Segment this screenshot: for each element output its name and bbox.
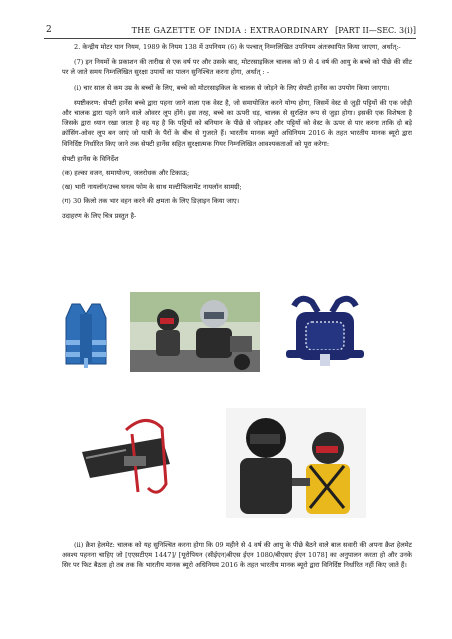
example-caption: उदाहरण के लिए चित्र प्रस्तुत है-	[62, 211, 137, 220]
riders-with-helmets-photo	[130, 292, 260, 372]
safety-vest-photo	[60, 300, 112, 368]
page-number: 2	[46, 25, 52, 35]
amendment-paragraph: 2. केन्द्रीय मोटर यान नियम, 1989 के नियम 138 में उपनियम (6) के पश्चात् निम्नलिखित उपनियम अंतःस्थापित किया जाएगा, अर्थात्:-	[74, 43, 401, 51]
clause-7-paragraph: (7) इन नियमों के प्रकाशन की तारीख से एक वर्ष पर और उसके बाद, मोटरसाइकिल चालक को 9 से 4 वर्ष की आयु के बच्चे को पीछे की सीट पर ले जाते समय निम्नलिखित सुरक्षा उपायों का पालन सुनिश्चित करना होगा, अर्थात् : -	[62, 58, 412, 77]
spec-item: (ख) भारी नायलॉन/उच्च घनत्व फोम के साथ मल्टीफिलामेंट नायलॉन सामग्री;	[62, 183, 242, 192]
clause-i-paragraph: (i) चार साल से कम उम्र के बच्चों के लिए, बच्चे को मोटरसाइकिल के चालक से जोड़ने के लिए सेफ्टी हार्नेस का उपयोग किया जाएगा।	[74, 83, 390, 92]
top-text-block	[62, 42, 412, 221]
spec-item: (क) हल्का वजन, समायोज्य, जलरोधक और टिकाऊ;	[62, 169, 190, 178]
explanation-paragraph: स्पष्टीकरण: सेफ्टी हार्नेस बच्चे द्वारा पहना जाने वाला एक वेस्ट है, जो समायोजित करने योग्य होगा, जिसमें वेस्ट से जुड़ी पट्टियों की एक जोड़ी और चालक द्वारा पहने जाने वाले ओवरर लूप होंगे। इस तरह, बच्चे का ऊपरी धड़, चालक से सुरक्षित रूप से जुड़ा होगा। इसकी एक विशेषता है जिसके द्वारा ध्यान रखा जाता है वह यह है कि पट्टियों को बनियान के पीछे से जोड़कर और पट्टियों को वेस्ट के ऊपर से पार करना ताकि दो बड़े क्रॉसिंग-ओवर लूप बन जाएं जो यात्री के पैरों के बीच से गुजरते हैं। भारतीय मानक ब्यूरो अधिनियम 2016 के तहत भारतीय मानक ब्यूरो द्वारा विनिर्दिष्ट निर्धारित किए जाने तक सेफ्टी हार्नेस सहित सुरक्षात्मक गियर निम्नलिखित आवश्यकताओं को पूरा करेगा:	[62, 98, 412, 148]
bottom-text-block	[62, 540, 412, 571]
child-rider-harness-photo	[226, 408, 366, 518]
part-section: [PART II—SEC. 3(i)]	[335, 26, 416, 35]
gazette-title: THE GAZETTE OF INDIA : EXTRAORDINARY	[131, 26, 329, 35]
clause-ii-paragraph: (ii) क्रैश हेलमेट: चालक को यह सुनिश्चित करना होगा कि 09 महीने से 4 वर्ष की आयु के पीछे बैठने वाले बाल सवारी की अपना क्रैश हेलमेट अवश्य पहनना चाहिए जो [एएसटीएम 1447]/ [यूरोपियन (सीईएन)बीएस ईएन 1080/बीएसए ईएन 1078] का अनुपालन करता हो और उनके सिर पर फिट बैठता हो तब तक कि भारतीय मानक ब्यूरो अधिनियम 2016 के तहत भारतीय मानक ब्यूरो द्वारा विनिर्दिष्ट निर्धारित नहीं किए जाते हैं।	[62, 541, 412, 570]
page-header	[44, 24, 416, 39]
spec-heading: सेफ्टी हार्नेस के विनिर्देश	[62, 154, 119, 163]
harness-straps-photo	[66, 408, 186, 506]
harness-backpack-photo	[280, 292, 370, 370]
spec-item: (ग) 30 किलो तक भार वहन करने की क्षमता के लिए डिज़ाइन किया जाए।	[62, 197, 240, 206]
